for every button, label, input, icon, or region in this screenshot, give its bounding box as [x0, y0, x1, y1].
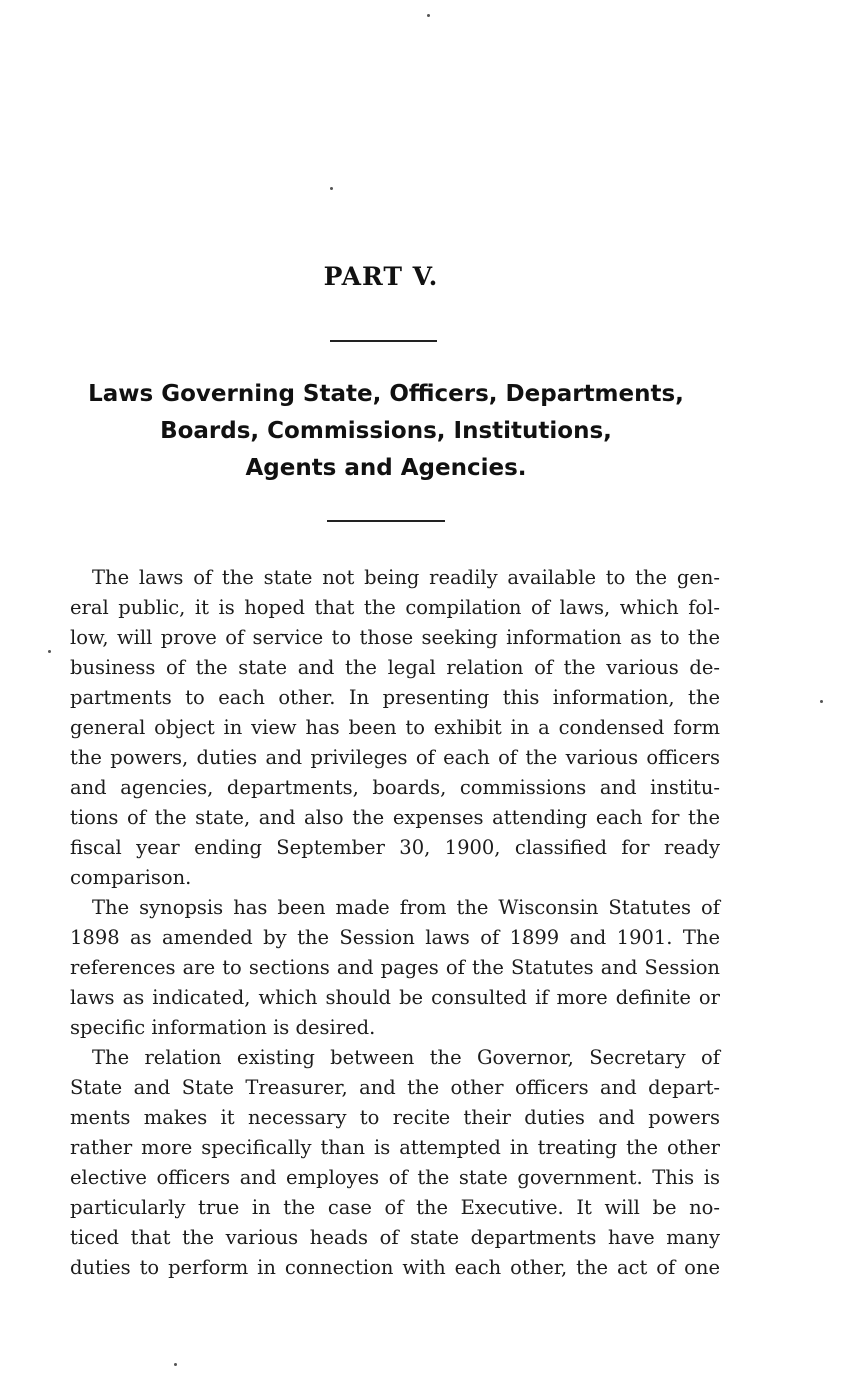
text-line: The synopsis has been made from the Wisconsin Statutes of [92, 896, 720, 919]
bottom-divider-rule [327, 520, 445, 522]
text-line: ments makes it necessary to recite their duties and powers [70, 1106, 720, 1129]
text-line: The relation existing between the Governor, Secretary of [92, 1046, 720, 1069]
text-line: The laws of the state not being readily available to the gen- [92, 566, 720, 589]
text-line: 1898 as amended by the Session laws of 1899 and 1901. The [70, 926, 720, 949]
paragraph-1 [70, 563, 720, 893]
text-line: business of the state and the legal relation of the various de- [70, 656, 720, 679]
text-line: elective officers and employes of the state government. This is [70, 1166, 720, 1189]
heading-line: Laws Governing State, Officers, Departments, [88, 381, 684, 407]
part-title: PART V. [323, 262, 439, 291]
text-line: and agencies, departments, boards, commissions and institu- [70, 776, 720, 799]
paragraph-2 [70, 893, 720, 1043]
text-line: State and State Treasurer, and the other officers and depart- [70, 1076, 720, 1099]
text-line: ticed that the various heads of state departments have many [70, 1226, 720, 1249]
body-text [70, 563, 720, 1283]
heading-line: Agents and Agencies. [245, 455, 527, 481]
text-line: general object in view has been to exhibit in a condensed form [70, 716, 720, 739]
scan-speck [330, 187, 333, 190]
text-line: tions of the state, and also the expenses attending each for the [70, 806, 720, 829]
section-heading [40, 376, 732, 487]
text-line: comparison. [70, 866, 192, 889]
text-line: low, will prove of service to those seeking information as to the [70, 626, 720, 649]
text-line: fiscal year ending September 30, 1900, classified for ready [70, 836, 720, 859]
text-line: the powers, duties and privileges of each of the various officers [70, 746, 720, 769]
text-line: references are to sections and pages of the Statutes and Session [70, 956, 720, 979]
scan-speck [820, 700, 823, 703]
text-line: particularly true in the case of the Executive. It will be no- [70, 1196, 720, 1219]
heading-line: Boards, Commissions, Institutions, [160, 418, 612, 444]
scan-speck [427, 14, 430, 17]
text-line: specific information is desired. [70, 1016, 376, 1039]
text-line: rather more specifically than is attempted in treating the other [70, 1136, 720, 1159]
text-line: laws as indicated, which should be consulted if more definite or [70, 986, 720, 1009]
text-line: duties to perform in connection with each other, the act of one [70, 1256, 720, 1279]
text-line: eral public, it is hoped that the compilation of laws, which fol- [70, 596, 720, 619]
paragraph-3 [70, 1043, 720, 1283]
text-line: partments to each other. In presenting this information, the [70, 686, 720, 709]
scan-speck [174, 1363, 177, 1366]
scan-speck [48, 650, 51, 653]
top-divider-rule [330, 340, 437, 342]
